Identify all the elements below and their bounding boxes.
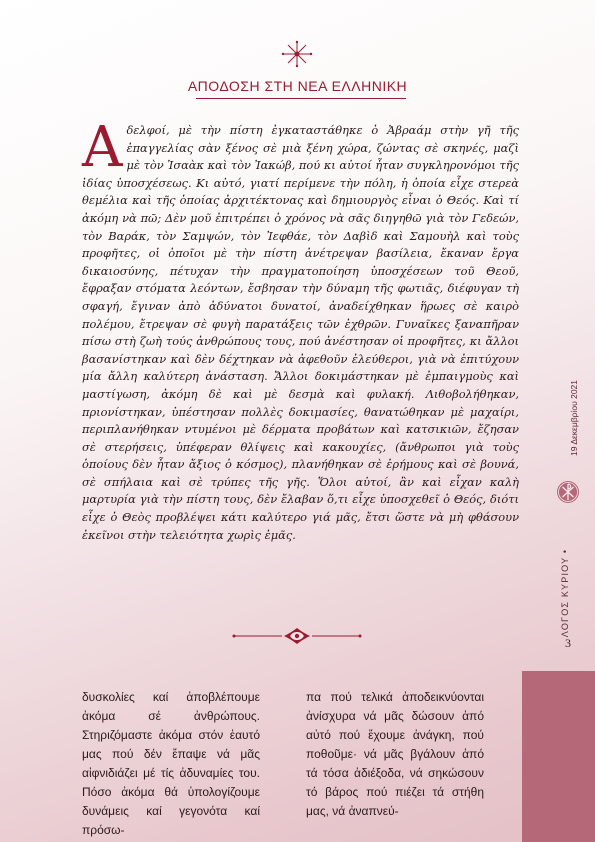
page-tab (522, 671, 595, 842)
fleuron-divider-icon (232, 626, 362, 646)
main-text (82, 115, 519, 544)
drop-cap: Α (82, 115, 123, 180)
issue-date: 19 Δεκεμβρίου 2021 (569, 380, 579, 457)
heading-underline (196, 98, 406, 99)
column-right: πα πού τελικά ἀποδεικνύονται ἀνίσχυρα νά μᾶς δώσουν ἀπό αὐτό πού ἔχουμε ἀνάγκη, πού ποθοῦμε· νά μᾶς βγάλουν ἀπό τά τόσα ἀδιέξοδα, νά σηκώσουν τό βάρος πού πιέζει τά στήθη μας, νά ἀναπνεύ- (306, 690, 484, 818)
main-paragraph: δελφοί, μὲ τὴν πίστη ἐγκαταστάθηκε ὁ Ἀβραάμ στὴν γῆ τῆς ἐπαγγελίας σὰν ξένος σὲ μιὰ ξένη χώρα, ζώντας σὲ σκηνές, μαζὶ μὲ τὸν Ἰσαὰκ καὶ τὸν Ἰακώβ, πού κι αὐτοί ἦταν συγκληρονόμοι τῆς ἰδίας ὑποσχέσεως. Κι αὐτό, γιατί περίμενε τὴν πόλη, ἡ ὁποία εἶχε στερεὰ θεμέλια καὶ τῆς ὁποίας ἀρχιτέκτονας καὶ δημιουργὸς εἶναι ὁ Θεός. Καὶ τί ἀκόμη νὰ πῶ; Δὲν μοῦ ἐπιτρέπει ὁ χρόνος νὰ σᾶς διηγηθῶ γιὰ τὸν Γεδεών, τὸν Βαράκ, τὸν Σαμψών, τὸν Ἰεφθάε, τὸν Δαβὶδ καὶ Σαμουὴλ καὶ τοὺς προφῆτες, οἱ ὁποῖοι μὲ τὴν πίστη ἀνέτρεψαν βασίλεια, ἔκαναν ἔργα δικαιοσύνης, πέτυχαν τὴν πραγματοποίηση ὑποσχέσεων τοῦ Θεοῦ, ἔφραξαν στόματα λεόντων, ἔσβησαν τὴν δύναμη τῆς φωτιᾶς, διέφυγαν τὴ σφαγή, ἔγιναν ἀπὸ ἀδύνατοι δυνατοί, ἀναδείχθηκαν ἥρωες σὲ καιρὸ πολέμου, ἔτρεψαν σὲ φυγὴ παρατάξεις τῶν ἐχθρῶν. Γυναῖκες ξαναπῆραν πίσω στὴ ζωὴ τούς ἀνθρώπους τους, πού ἀνέστησαν οἱ προφῆτες, κι ἄλλοι βασανίστηκαν καὶ δὲν δέχτηκαν νὰ ἀφεθοῦν ἐλεύθεροι, γιὰ νὰ ἐπιτύχουν μία ἄλλη καλύτερη ἀνάσταση. Ἄλλοι δοκιμάστηκαν μὲ ἐμπαιγμοὺς καὶ μαστίγωση, ἀκόμη δὲ καὶ μὲ δεσμὰ καὶ φυλακή. Λιθοβολήθηκαν, πριονίστηκαν, ὑπέστησαν πολλὲς δοκιμασίες, θανατώθηκαν μὲ μαχαίρι, περιπλανήθηκαν ντυμένοι μὲ δέρματα προβάτων καὶ κατσικιῶν, ἔζησαν σὲ στερήσεις, ὑπέφεραν θλίψεις καὶ κακουχίες, (ἄνθρωποι γιὰ τοὺς ὁποίους δὲν ἦταν ἄξιος ὁ κόσμος), πλανήθηκαν σὲ ἐρήμους καὶ σὲ βουνά, σὲ σπήλαια καὶ σὲ τρύπες τῆς γῆς. Ὅλοι αὐτοί, ἂν καὶ εἶχαν καλὴ μαρτυρία γιὰ τὴν πίστη τους, δὲν ἔλαβαν ὅ,τι εἶχε ὑποσχεθεῖ ὁ Θεός, διότι εἶχε ὁ Θεὸς προβλέψει κάτι καλύτερο γιά μᾶς, ἔτσι ὥστε νὰ μὴ φθάσουν ἐκεῖνοι στὴν τελειότητα χωρὶς ἐμᾶς. (82, 123, 519, 542)
publication-name: ΛΟΓΟΣ ΚΥΡΙΟΥ (560, 556, 570, 638)
page-number: 3 (565, 636, 571, 650)
title-bullet: • (560, 548, 570, 554)
chi-rho-emblem-icon (556, 480, 580, 504)
column-left: δυσκολίες καί ἀποβλέπουμε ἀκόμα σέ ἀνθρώπους. Στηριζόμαστε ἀκόμα στόν ἑαυτό μας πού δέν ἔπαψε νά μᾶς αἰφνιδιάζει μέ τίς ἀδυναμίες του. Πόσο ἀκόμα θά ὑπολογίζουμε δυνάμεις καί γεγονότα καί πρόσω- (82, 690, 260, 837)
section-heading: ΑΠΟΔΟΣΗ ΣΤΗ ΝΕΑ ΕΛΛΗΝΙΚΗ (187, 78, 408, 94)
cross-ornament-icon (277, 40, 317, 68)
publication-title (560, 538, 570, 648)
